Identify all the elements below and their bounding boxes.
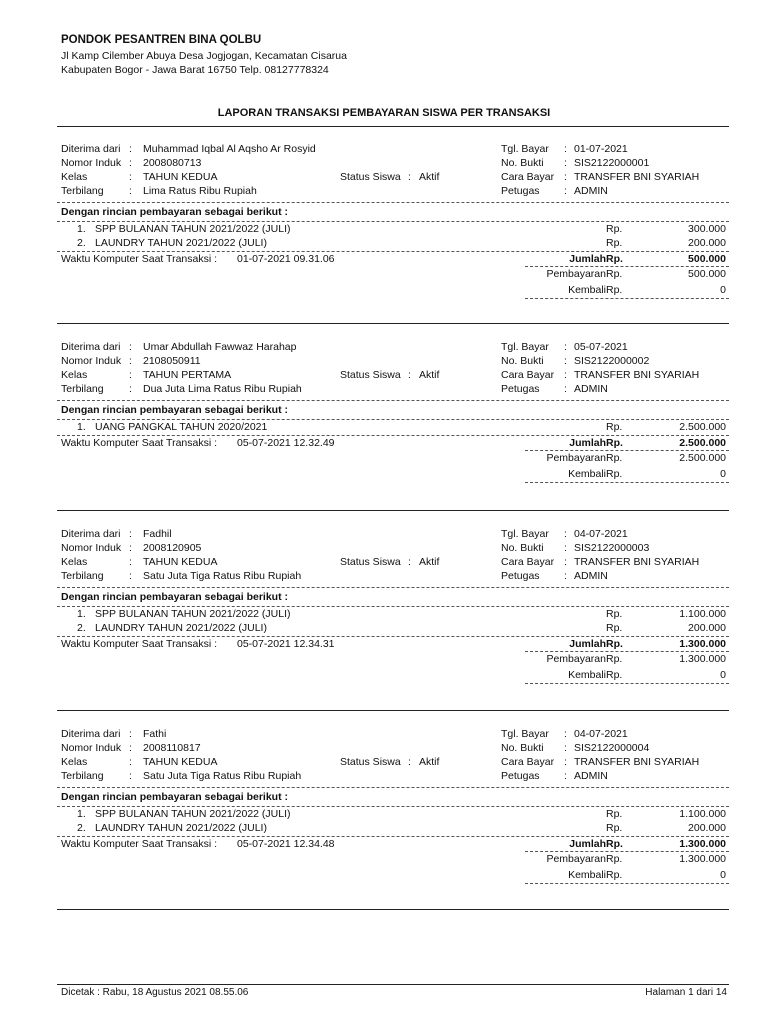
received-from-label: Diterima dari [61,728,121,740]
amount-in-words-label: Terbilang [61,570,104,582]
school-address-line-1: Jl Kamp Cilember Abuya Desa Jogjogan, Kecamatan Cisarua [61,50,347,62]
item-name: LAUNDRY TAHUN 2021/2022 (JULI) [95,822,267,834]
officer-value: ADMIN [574,770,608,782]
class-value: TAHUN KEDUA [143,171,218,183]
colon: : [564,770,567,782]
total-label: Jumlah [569,253,606,265]
received-from-value: Umar Abdullah Fawwaz Harahap [143,341,297,353]
change-underline [525,482,729,483]
student-status-label: Status Siswa [340,171,401,183]
colon: : [564,171,567,183]
payment-date-label: Tgl. Bayar [501,528,549,540]
currency-label: Rp. [606,421,623,433]
colon: : [564,143,567,155]
student-status-label: Status Siswa [340,756,401,768]
received-from-value: Fadhil [143,528,172,540]
change-amount: 0 [720,669,726,681]
item-name: UANG PANGKAL TAHUN 2020/2021 [95,421,268,433]
payment-method-value: TRANSFER BNI SYARIAH [574,756,700,768]
colon: : [564,542,567,554]
colon: : [129,383,132,395]
details-divider [57,787,729,788]
item-name: LAUNDRY TAHUN 2021/2022 (JULI) [95,622,267,634]
item-amount: 1.100.000 [679,808,726,820]
transaction-time-value: 05-07-2021 12.34.31 [237,638,335,650]
colon: : [564,556,567,568]
colon: : [564,185,567,197]
currency-label: Rp. [606,669,623,681]
officer-value: ADMIN [574,383,608,395]
payment-date-label: Tgl. Bayar [501,728,549,740]
officer-label: Petugas [501,383,540,395]
change-underline [525,298,729,299]
currency-label: Rp. [606,653,623,665]
receipt-number-value: SIS2122000004 [574,742,650,754]
colon: : [129,570,132,582]
payment-method-value: TRANSFER BNI SYARIAH [574,556,700,568]
total-label: Jumlah [569,838,606,850]
change-underline [525,883,729,884]
change-amount: 0 [720,284,726,296]
amount-in-words-label: Terbilang [61,185,104,197]
payment-method-value: TRANSFER BNI SYARIAH [574,369,700,381]
received-from-value: Muhammad Iqbal Al Aqsho Ar Rosyid [143,143,316,155]
school-name: PONDOK PESANTREN BINA QOLBU [61,34,262,46]
payment-label: Pembayaran [546,268,606,280]
item-name: LAUNDRY TAHUN 2021/2022 (JULI) [95,237,267,249]
payment-label: Pembayaran [546,853,606,865]
colon: : [129,185,132,197]
total-label: Jumlah [569,638,606,650]
colon: : [408,556,411,568]
total-underline [525,851,729,852]
change-amount: 0 [720,869,726,881]
student-id-value: 2108050911 [143,355,201,367]
student-id-value: 2008110817 [143,742,201,754]
payment-label: Pembayaran [546,452,606,464]
item-name: SPP BULANAN TAHUN 2021/2022 (JULI) [95,808,291,820]
currency-label: Rp. [606,608,623,620]
items-divider [57,435,729,436]
currency-label: Rp. [606,223,623,235]
change-label: Kembali [568,669,606,681]
currency-label: Rp. [606,838,623,850]
receipt-number-value: SIS2122000001 [574,157,650,169]
receipt-number-label: No. Bukti [501,742,544,754]
colon: : [129,341,132,353]
officer-label: Petugas [501,770,540,782]
receipt-number-value: SIS2122000002 [574,355,650,367]
receipt-number-label: No. Bukti [501,542,544,554]
payment-date-value: 04-07-2021 [574,728,628,740]
currency-label: Rp. [606,268,623,280]
payment-method-label: Cara Bayar [501,556,555,568]
total-amount: 500.000 [688,253,726,265]
details-divider [57,606,729,607]
transaction-time-label: Waktu Komputer Saat Transaksi : [61,838,218,850]
officer-label: Petugas [501,570,540,582]
amount-in-words-label: Terbilang [61,770,104,782]
currency-label: Rp. [606,853,623,865]
class-value: TAHUN KEDUA [143,556,218,568]
colon: : [129,528,132,540]
currency-label: Rp. [606,622,623,634]
total-amount: 1.300.000 [679,838,726,850]
currency-label: Rp. [606,468,623,480]
transaction-block [57,126,729,324]
colon: : [129,542,132,554]
colon: : [129,355,132,367]
transaction-time-label: Waktu Komputer Saat Transaksi : [61,437,218,449]
item-number: 1. [77,421,86,433]
item-amount: 200.000 [688,622,726,634]
payment-method-label: Cara Bayar [501,171,555,183]
colon: : [129,369,132,381]
change-label: Kembali [568,284,606,296]
transaction-time-value: 05-07-2021 12.34.48 [237,838,335,850]
colon: : [564,383,567,395]
payment-method-value: TRANSFER BNI SYARIAH [574,171,700,183]
transaction-separator [57,909,729,910]
colon: : [408,171,411,183]
amount-in-words-value: Satu Juta Tiga Ratus Ribu Rupiah [143,570,302,582]
total-underline [525,651,729,652]
report-title: LAPORAN TRANSAKSI PEMBAYARAN SISWA PER TRANSAKSI [217,107,551,119]
amount-in-words-value: Dua Juta Lima Ratus Ribu Rupiah [143,383,302,395]
change-amount: 0 [720,468,726,480]
item-number: 1. [77,808,86,820]
total-amount: 1.300.000 [679,638,726,650]
currency-label: Rp. [606,237,623,249]
colon: : [564,157,567,169]
colon: : [129,556,132,568]
student-status-value: Aktif [419,369,440,381]
received-from-label: Diterima dari [61,528,121,540]
transaction-time-label: Waktu Komputer Saat Transaksi : [61,638,218,650]
colon: : [129,756,132,768]
colon: : [129,157,132,169]
details-divider [57,202,729,203]
class-label: Kelas [61,171,88,183]
colon: : [129,143,132,155]
change-underline [525,683,729,684]
class-label: Kelas [61,756,88,768]
officer-value: ADMIN [574,570,608,582]
colon: : [129,770,132,782]
colon: : [564,742,567,754]
total-amount: 2.500.000 [679,437,726,449]
student-id-label: Nomor Induk [61,742,122,754]
payment-label: Pembayaran [546,653,606,665]
change-label: Kembali [568,869,606,881]
transaction-time-value: 05-07-2021 12.32.49 [237,437,335,449]
payment-date-value: 05-07-2021 [574,341,628,353]
item-amount: 1.100.000 [679,608,726,620]
item-number: 1. [77,608,86,620]
items-divider [57,836,729,837]
amount-in-words-value: Lima Ratus Ribu Rupiah [143,185,257,197]
colon: : [564,728,567,740]
student-status-value: Aktif [419,171,440,183]
details-heading: Dengan rincian pembayaran sebagai berikut : [61,404,288,416]
student-status-label: Status Siswa [340,556,401,568]
officer-label: Petugas [501,185,540,197]
currency-label: Rp. [606,253,623,265]
colon: : [129,742,132,754]
student-status-value: Aktif [419,756,440,768]
class-label: Kelas [61,369,88,381]
transaction-block [57,711,729,910]
transaction-time-label: Waktu Komputer Saat Transaksi : [61,253,218,265]
currency-label: Rp. [606,437,623,449]
details-heading: Dengan rincian pembayaran sebagai berikut : [61,591,288,603]
details-divider [57,587,729,588]
item-amount: 2.500.000 [679,421,726,433]
received-from-label: Diterima dari [61,341,121,353]
student-id-label: Nomor Induk [61,157,122,169]
colon: : [564,355,567,367]
colon: : [564,369,567,381]
details-heading: Dengan rincian pembayaran sebagai berikut : [61,206,288,218]
student-status-label: Status Siswa [340,369,401,381]
payment-amount: 1.300.000 [679,853,726,865]
colon: : [564,528,567,540]
amount-in-words-label: Terbilang [61,383,104,395]
details-divider [57,419,729,420]
transaction-block [57,324,729,511]
payment-date-label: Tgl. Bayar [501,143,549,155]
items-divider [57,251,729,252]
transaction-block [57,511,729,711]
transaction-time-value: 01-07-2021 09.31.06 [237,253,335,265]
student-id-value: 2008080713 [143,157,202,169]
currency-label: Rp. [606,808,623,820]
currency-label: Rp. [606,822,623,834]
payment-amount: 1.300.000 [679,653,726,665]
details-divider [57,400,729,401]
officer-value: ADMIN [574,185,608,197]
currency-label: Rp. [606,869,623,881]
payment-method-label: Cara Bayar [501,369,555,381]
item-amount: 200.000 [688,822,726,834]
receipt-number-value: SIS2122000003 [574,542,650,554]
class-value: TAHUN PERTAMA [143,369,232,381]
page-number: Halaman 1 dari 14 [645,987,727,998]
student-id-label: Nomor Induk [61,542,122,554]
amount-in-words-value: Satu Juta Tiga Ratus Ribu Rupiah [143,770,302,782]
items-divider [57,636,729,637]
colon: : [129,171,132,183]
class-value: TAHUN KEDUA [143,756,218,768]
payment-date-value: 04-07-2021 [574,528,628,540]
class-label: Kelas [61,556,88,568]
currency-label: Rp. [606,284,623,296]
colon: : [408,369,411,381]
payment-amount: 2.500.000 [679,452,726,464]
currency-label: Rp. [606,452,623,464]
colon: : [564,341,567,353]
student-id-value: 2008120905 [143,542,202,554]
details-heading: Dengan rincian pembayaran sebagai berikut : [61,791,288,803]
receipt-number-label: No. Bukti [501,157,544,169]
payment-date-label: Tgl. Bayar [501,341,549,353]
printed-timestamp: Dicetak : Rabu, 18 Agustus 2021 08.55.06 [61,987,249,998]
total-label: Jumlah [569,437,606,449]
student-status-value: Aktif [419,556,440,568]
item-number: 1. [77,223,86,235]
total-underline [525,266,729,267]
footer-divider [57,984,729,985]
currency-label: Rp. [606,638,623,650]
item-name: SPP BULANAN TAHUN 2021/2022 (JULI) [95,608,291,620]
item-amount: 200.000 [688,237,726,249]
details-divider [57,221,729,222]
payment-method-label: Cara Bayar [501,756,555,768]
receipt-number-label: No. Bukti [501,355,544,367]
school-address-line-2: Kabupaten Bogor - Jawa Barat 16750 Telp. 08127778324 [61,64,329,76]
change-label: Kembali [568,468,606,480]
item-amount: 300.000 [688,223,726,235]
received-from-value: Fathi [143,728,167,740]
total-underline [525,450,729,451]
details-divider [57,806,729,807]
item-name: SPP BULANAN TAHUN 2021/2022 (JULI) [95,223,291,235]
received-from-label: Diterima dari [61,143,121,155]
colon: : [564,570,567,582]
student-id-label: Nomor Induk [61,355,122,367]
payment-date-value: 01-07-2021 [574,143,628,155]
colon: : [564,756,567,768]
payment-amount: 500.000 [688,268,726,280]
item-number: 2. [77,822,86,834]
item-number: 2. [77,622,86,634]
item-number: 2. [77,237,86,249]
colon: : [129,728,132,740]
colon: : [408,756,411,768]
